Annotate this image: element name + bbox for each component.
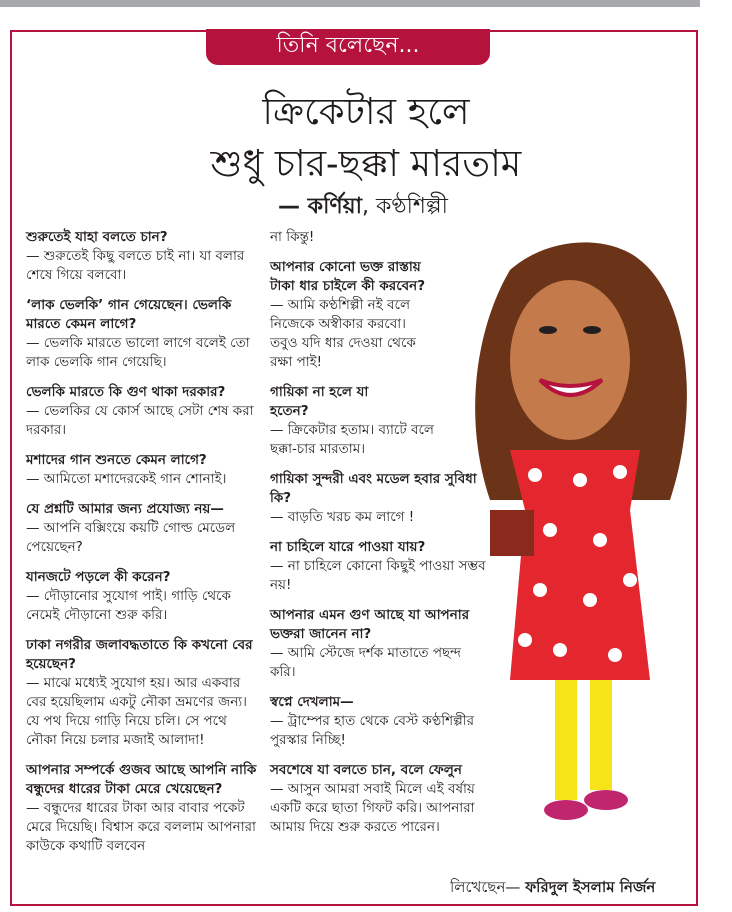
answer: — আমি স্টেজে দর্শক মাতাতে পছন্দ করি। [270, 645, 462, 680]
question: শুরুতেই যাহা বলতে চান? [26, 229, 168, 245]
qa-item [26, 636, 258, 750]
leg-right [590, 680, 612, 790]
qa-item [26, 296, 258, 372]
qa-item [26, 500, 258, 557]
question: ‘লাক ভেলকি’ গান গেয়েছেন। ভেলকি মারতে কেমন লাগে? [26, 297, 232, 332]
answer: — মাঝে মধ্যেই সুযোগ হয়। আর একবার বের হয়েছিলাম একটু নৌকা ভ্রমণের জন্য। যে পথ দিয়ে গাড়ি নিয়ে চলি। সে পথে নৌকা নিয়ে চলার মজাই আলাদা! [26, 675, 247, 748]
eye-left [539, 326, 557, 334]
question: যে প্রশ্নটি আমার জন্য প্রযোজ্য নয়— [26, 501, 224, 517]
question: আপনার সম্পর্কে গুজব আছে আপনি নাকি বন্ধুদের ধারের টাকা মেরে খেয়েছেন? [26, 762, 257, 797]
answer: — ভেলকির যে কোর্স আছে সেটা শেষ করা দরকার। [26, 403, 254, 438]
answer: — আমিতো মশাদেরকেই গান শোনাই। [26, 471, 227, 487]
answer-continued: না কিন্তু! [270, 229, 315, 245]
byline-name: কর্ণিয়া [307, 194, 362, 219]
byline [278, 189, 448, 226]
question: সবশেষে যা বলতে চান, বলে ফেলুন [270, 762, 462, 778]
question: মশাদের গান শুনতে কেমন লাগে? [26, 452, 207, 468]
question: গায়িকা সুন্দরী এবং মডেল হবার সুবিধা কি? [270, 471, 477, 506]
answer: — আসুন আমরা সবাই মিলে এই বর্ষায় একটি করে ছাতা গিফট করি। আপনারা আমায় দিয়ে শুরু করতে পারেন। [270, 781, 475, 835]
answer: — না চাহিলে কোনো কিছুই পাওয়া সম্ভব নয়! [270, 558, 486, 593]
answer: — আমি কণ্ঠশিল্পী নই বলে নিজেকে অস্বীকার করবো। তবুও যদি ধার দেওয়া থেকে রক্ষা পাই! [270, 297, 416, 370]
byline-dash: — [278, 194, 308, 219]
qa-item [26, 383, 258, 440]
credit-prefix: লিখেছেন— [450, 878, 526, 896]
eye-right [583, 326, 601, 334]
leg-left [555, 680, 577, 800]
qa-item [26, 568, 258, 625]
headline-line-1: ক্রিকেটার হলে [262, 90, 470, 133]
question: আপনার কোনো ভক্ত রাস্তায় টাকা ধার চাইলে কী করবেন? [270, 259, 426, 294]
caricature-illustration [440, 210, 720, 850]
question: স্বপ্নে দেখলাম— [270, 694, 354, 710]
question: ঢাকা নগরীর জলাবদ্ধতাতে কি কখনো বের হয়েছেন? [26, 637, 253, 672]
answer: — বন্ধুদের ধারের টাকা আর বাবার পকেট মেরে দিয়েছি। বিশ্বাস করে বললাম আপনারা কাউকে কথাটি বলবেন [26, 800, 256, 854]
qa-item [26, 761, 258, 856]
section-tab: তিনি বলেছেন... [206, 29, 490, 65]
answer: — দৌড়ানোর সুযোগ পাই। গাড়ি থেকে নেমেই দৌড়ানো শুরু করি। [26, 588, 231, 623]
qa-item [26, 451, 258, 489]
author-credit [450, 876, 655, 901]
headline-line-2: শুধু চার-ছক্কা মারতাম [210, 142, 522, 185]
qa-item [26, 228, 258, 285]
face-shape [510, 280, 630, 440]
byline-role: , কণ্ঠশিল্পী [362, 194, 448, 219]
shoe-right [584, 790, 628, 810]
credit-name: ফরিদুল ইসলাম নির্জন [525, 878, 656, 896]
answer: — ভেলকি মারতে ভালো লাগে বলেই তো লাক ভেলকি গান গেয়েছি। [26, 335, 250, 370]
question: ভেলকি মারতে কি গুণ থাকা দরকার? [26, 384, 226, 400]
question: না চাহিলে যারে পাওয়া যায়? [270, 539, 426, 555]
bag-shape [490, 510, 534, 556]
question: যানজটে পড়লে কী করেন? [26, 569, 171, 585]
question: আপনার এমন গুণ আছে যা আপনার ভক্তরা জানেন না? [270, 607, 470, 642]
answer: — বাড়তি খরচ কম লাগে ! [270, 509, 415, 525]
answer: — ট্রাম্পের হাত থেকে বেস্ট কণ্ঠশিল্পীর পুরস্কার নিচ্ছি! [270, 713, 474, 748]
answer: — ক্রিকেটার হতাম। ব্যাটে বলে ছক্কা-চার মারতাম। [270, 422, 434, 457]
answer: — আপনি বক্সিংয়ে কয়টি গোল্ড মেডেল পেয়েছেন? [26, 520, 236, 555]
qa-column-1 [26, 228, 258, 867]
top-rule [0, 0, 700, 7]
shoe-left [544, 800, 588, 820]
question: গায়িকা না হলে যা হতেন? [270, 384, 369, 419]
answer: — শুরুতেই কিছু বলতে চাই না। যা বলার শেষে গিয়ে বলবো। [26, 248, 245, 283]
